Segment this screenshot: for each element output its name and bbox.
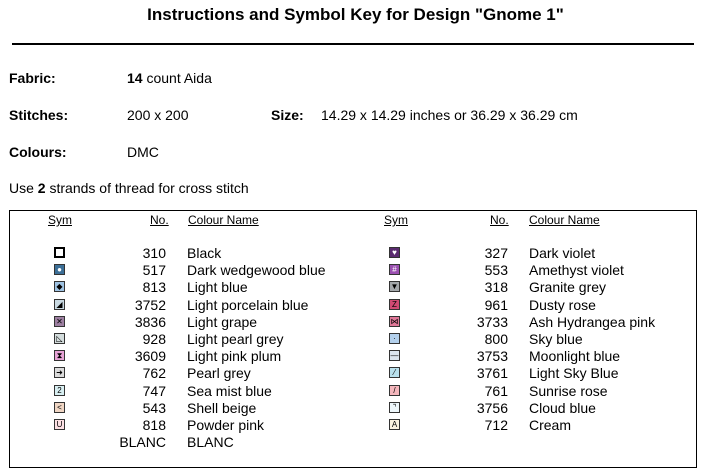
dmc-number: 553 — [484, 262, 508, 278]
dmc-number: 3836 — [134, 314, 166, 330]
colour-name: BLANC — [187, 434, 234, 450]
strands-instruction — [9, 180, 249, 196]
colour-name: Sky blue — [529, 331, 583, 347]
hourglass-icon: ⧗ — [54, 350, 65, 361]
dmc-number: 543 — [142, 400, 166, 416]
table-row — [0, 348, 711, 365]
u-shape-icon: U — [54, 419, 65, 430]
colour-name: Amethyst violet — [529, 262, 624, 278]
table-row — [0, 383, 711, 400]
colour-name: Light blue — [187, 279, 248, 295]
dmc-number: 327 — [484, 245, 508, 261]
diamond-icon: ◆ — [54, 281, 65, 292]
colour-name: Light Sky Blue — [529, 365, 619, 381]
header-name-right: Colour Name — [529, 213, 600, 227]
header-no-left: No. — [150, 213, 169, 227]
less-than-icon: < — [54, 402, 65, 413]
colour-name: Light grape — [187, 314, 258, 330]
dmc-number: 762 — [142, 365, 166, 381]
arrow-icon: ➜ — [54, 367, 65, 378]
dmc-number: 961 — [484, 297, 508, 313]
header-sym-left: Sym — [48, 213, 72, 227]
heart-icon: ♥ — [389, 247, 400, 258]
size-label: Size: — [271, 107, 304, 123]
title-divider — [12, 43, 694, 45]
hash-icon: # — [389, 264, 400, 275]
header-no-right: No. — [490, 213, 509, 227]
colour-name: Powder pink — [187, 417, 265, 433]
dmc-number: 747 — [142, 383, 166, 399]
dmc-number: 3733 — [476, 314, 508, 330]
corner-icon: ⌝ — [389, 402, 400, 413]
dmc-number: 3756 — [476, 400, 508, 416]
table-row — [0, 331, 711, 348]
colour-name: Ash Hydrangea pink — [529, 314, 656, 330]
colour-name: Light pearl grey — [187, 331, 284, 347]
dmc-number: 712 — [484, 417, 508, 433]
colour-name: Light porcelain blue — [187, 297, 309, 313]
size-value: 14.29 x 14.29 inches or 36.29 x 36.29 cm — [321, 107, 578, 123]
table-row — [0, 400, 711, 417]
dash-icon: — — [390, 350, 399, 360]
stitches-label: Stitches: — [9, 107, 69, 123]
corner-triangle-icon: ◺ — [54, 333, 65, 344]
dmc-number: 3761 — [476, 365, 508, 381]
dot-icon: · — [389, 333, 400, 344]
double-slash-icon: ⁄ — [389, 367, 400, 378]
colour-name: Moonlight blue — [529, 348, 621, 364]
colour-name: Dark wedgewood blue — [187, 262, 326, 278]
table-row — [0, 314, 711, 331]
dmc-number: 517 — [142, 262, 166, 278]
table-row — [0, 434, 711, 451]
dmc-number: 318 — [484, 279, 508, 295]
letter-a-icon: A — [389, 419, 400, 430]
colour-name: Cream — [529, 417, 572, 433]
colour-name: Dark violet — [529, 245, 596, 261]
fabric-label: Fabric: — [9, 70, 56, 86]
dmc-number: BLANC — [119, 434, 166, 450]
colour-name: Dusty rose — [529, 297, 596, 313]
colours-value: DMC — [127, 144, 159, 160]
strands-count: 2 — [37, 180, 46, 196]
colour-name: Pearl grey — [187, 365, 251, 381]
strands-post: strands of thread for cross stitch — [49, 180, 249, 196]
down-triangle-icon: ▼ — [390, 281, 399, 291]
z-icon: Z — [389, 299, 400, 310]
stitches-value: 200 x 200 — [127, 107, 189, 123]
fabric-count: 14 — [127, 70, 143, 86]
header-sym-right: Sym — [384, 213, 408, 227]
colour-name: Granite grey — [529, 279, 607, 295]
slash-icon: / — [389, 385, 400, 396]
dmc-number: 3753 — [476, 348, 508, 364]
colour-name: Sea mist blue — [187, 383, 272, 399]
colour-name: Shell beige — [187, 400, 257, 416]
colour-name: Sunrise rose — [529, 383, 608, 399]
colour-name: Black — [187, 245, 222, 261]
page-title: Instructions and Symbol Key for Design "Gnome 1" — [147, 5, 564, 24]
dmc-number: 818 — [142, 417, 166, 433]
header-name-left: Colour Name — [188, 213, 259, 227]
triangle-icon: ◢ — [54, 299, 65, 310]
colour-name: Light pink plum — [187, 348, 282, 364]
bowtie-icon: ⋈ — [390, 316, 399, 326]
strands-pre: Use — [9, 180, 34, 196]
table-row — [0, 297, 711, 314]
dmc-number: 928 — [142, 331, 166, 347]
dmc-number: 761 — [484, 383, 508, 399]
dmc-number: 3609 — [134, 348, 166, 364]
circle-icon: ● — [54, 264, 65, 275]
colours-label: Colours: — [9, 144, 67, 160]
colour-name: Cloud blue — [529, 400, 596, 416]
table-row — [0, 417, 711, 434]
table-row — [0, 245, 711, 262]
cross-icon: ✕ — [54, 316, 65, 327]
dmc-number: 800 — [484, 331, 508, 347]
fabric-type: count Aida — [146, 70, 212, 86]
dmc-number: 813 — [142, 279, 166, 295]
fabric-value — [127, 70, 212, 86]
digit-two-icon: 2 — [54, 385, 65, 396]
dmc-number: 310 — [142, 245, 166, 261]
table-row — [0, 262, 711, 279]
dmc-number: 3752 — [134, 297, 166, 313]
table-row — [0, 365, 711, 382]
table-row — [0, 279, 711, 296]
